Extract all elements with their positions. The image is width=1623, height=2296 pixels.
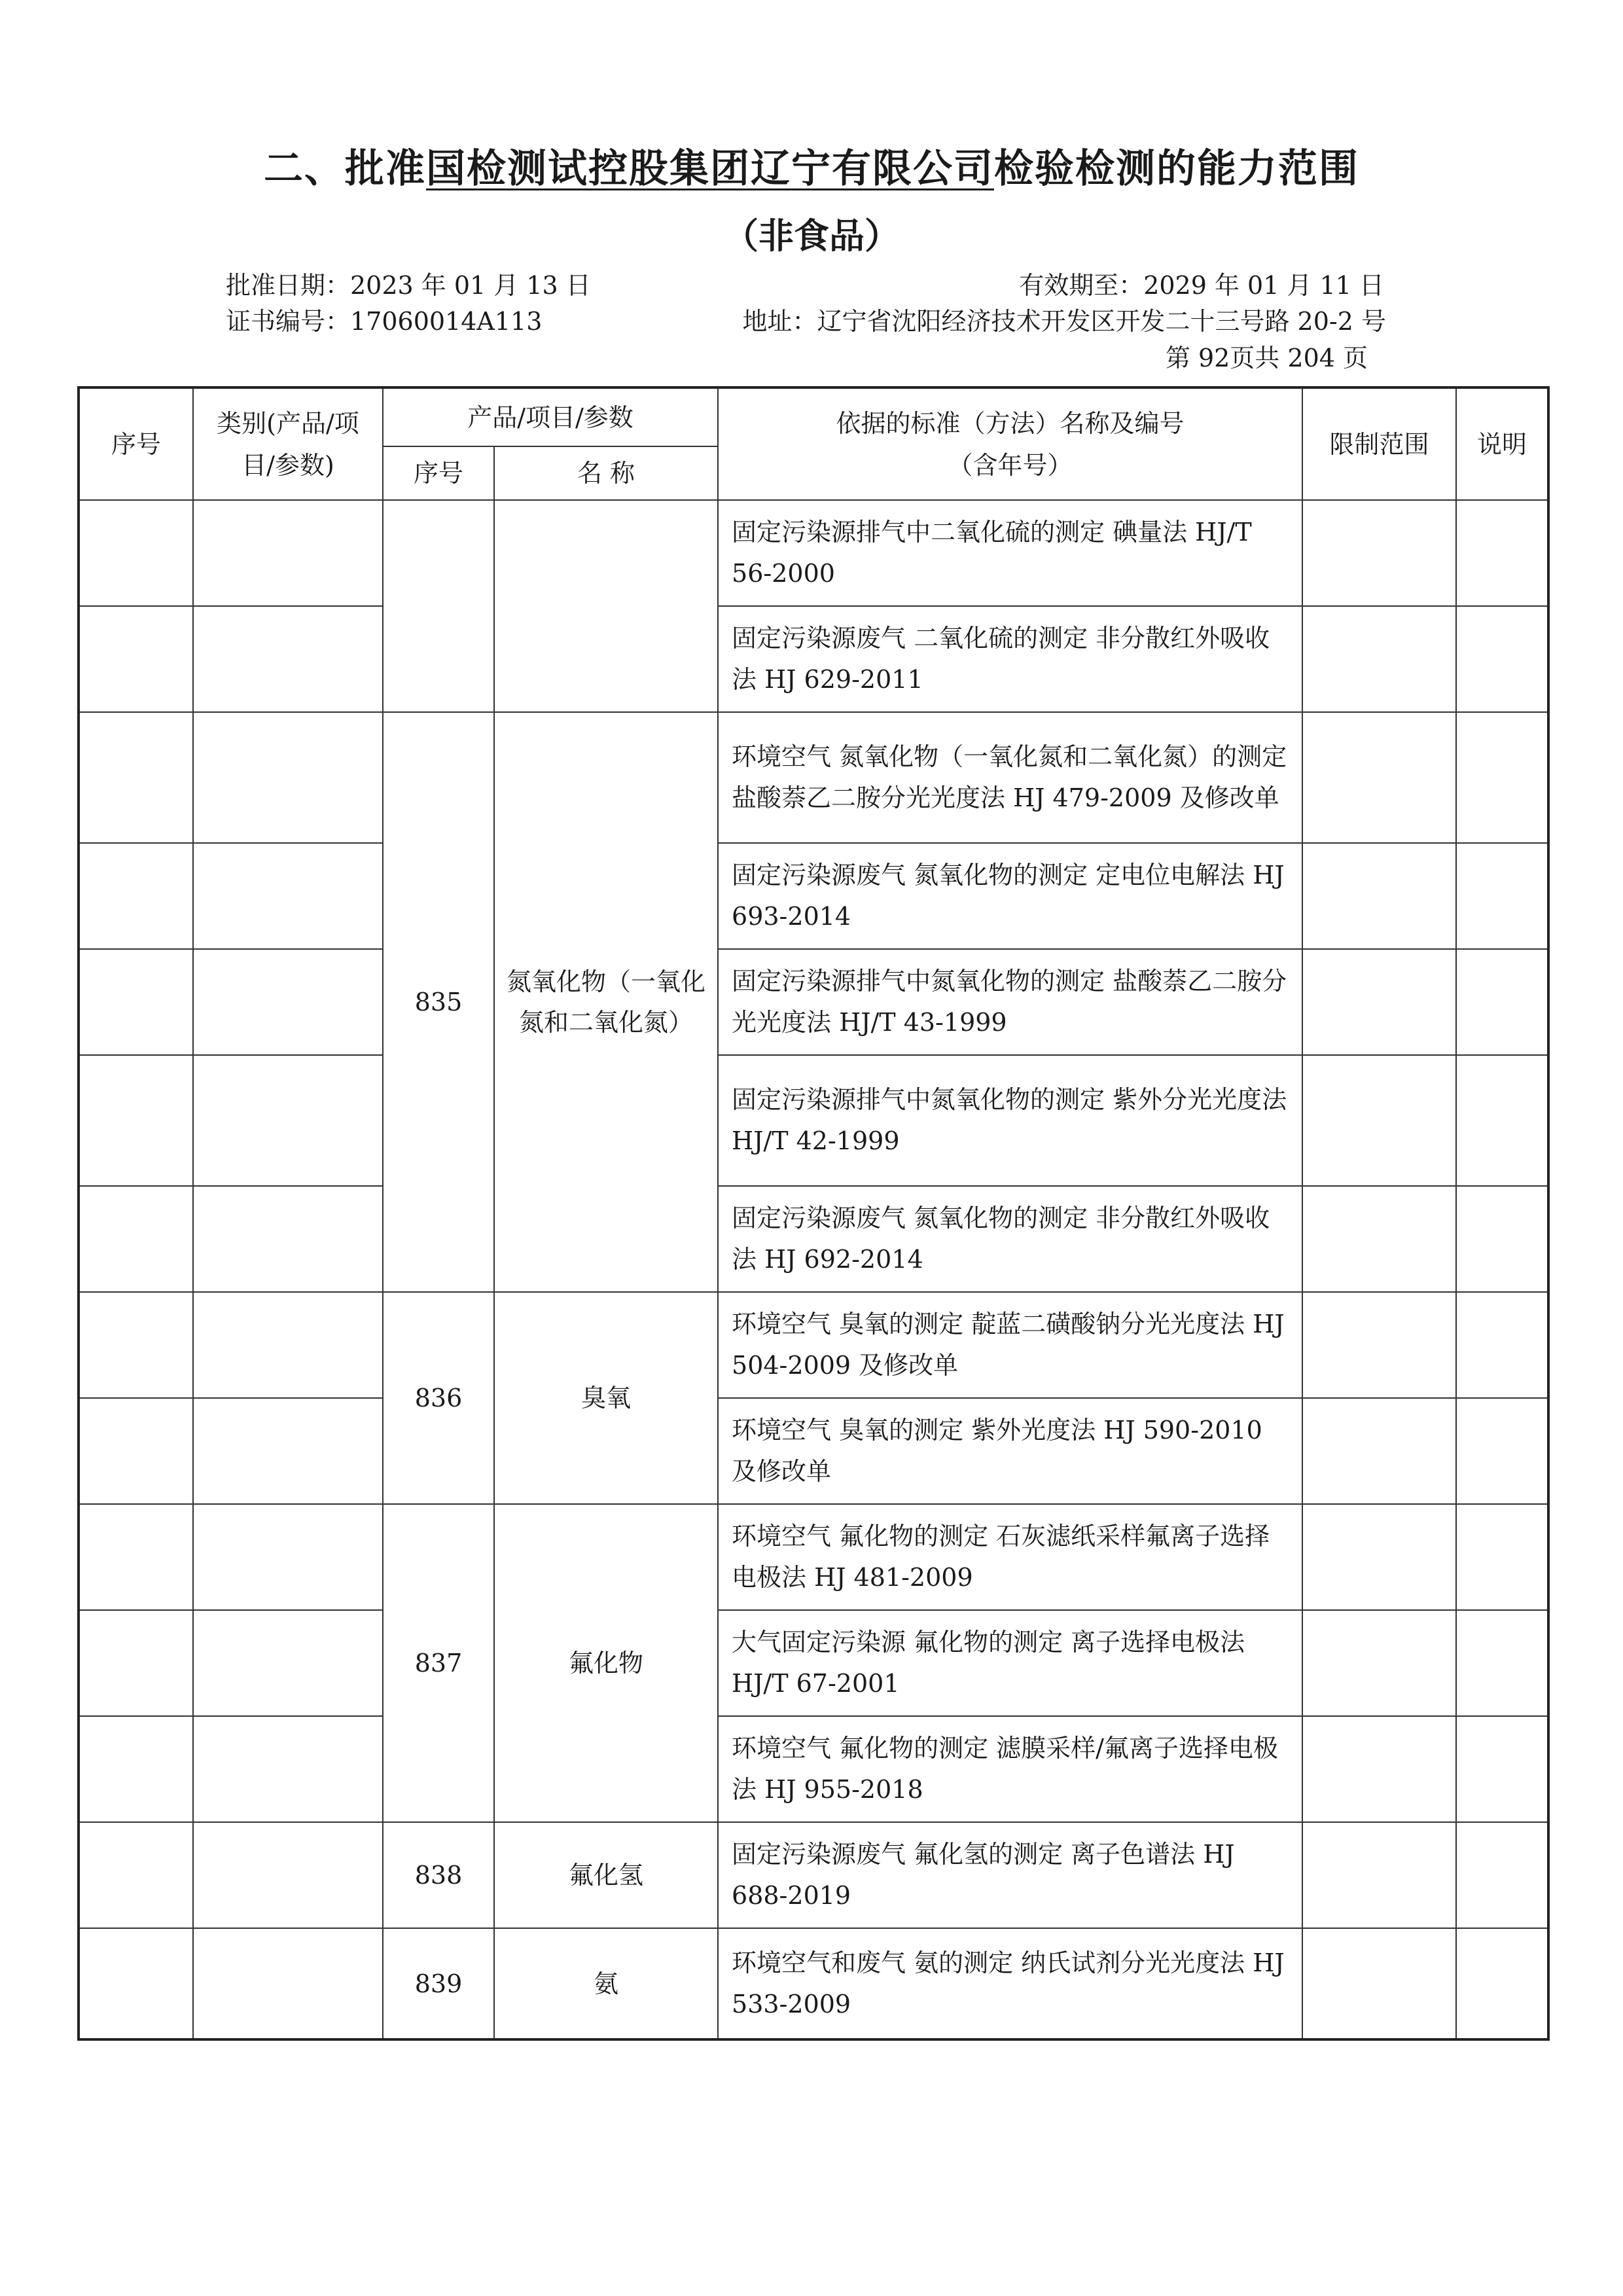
header-sub-seq: 序号: [383, 446, 494, 500]
seq-cell: [79, 1716, 193, 1822]
standard-cell: 环境空气 氮氧化物（一氧化氮和二氧化氮）的测定 盐酸萘乙二胺分光光度法 HJ 479-2009 及修改单: [718, 712, 1302, 843]
address: 地址：辽宁省沈阳经济技术开发区开发二十三号路 20-2 号: [742, 307, 1386, 336]
standard-cell: 固定污染源废气 氮氧化物的测定 定电位电解法 HJ 693-2014: [718, 843, 1302, 949]
item-number-cell: 839: [383, 1928, 494, 2039]
limit-cell: [1302, 843, 1456, 949]
seq-cell: [79, 949, 193, 1055]
note-cell: [1456, 500, 1548, 606]
item-name-cell: 氨: [494, 1928, 718, 2039]
category-cell: [193, 949, 383, 1055]
table-row: [79, 949, 1548, 1055]
limit-cell: [1302, 1504, 1456, 1610]
category-cell: [193, 1186, 383, 1292]
category-cell: [193, 1610, 383, 1716]
item-name-cell: 氟化物: [494, 1504, 718, 1822]
seq-cell: [79, 843, 193, 949]
header-row-1: [79, 387, 1548, 446]
seq-cell: [79, 1610, 193, 1716]
category-cell: [193, 1822, 383, 1928]
standard-cell: 固定污染源废气 氮氧化物的测定 非分散红外吸收法 HJ 692-2014: [718, 1186, 1302, 1292]
header-category: 类别(产品/项目/参数): [193, 387, 383, 500]
category-cell: [193, 843, 383, 949]
title-prefix: 二、批准: [264, 146, 426, 192]
header-sub-name: 名 称: [494, 446, 718, 500]
seq-cell: [79, 500, 193, 606]
document-subtitle: （非食品）: [723, 215, 900, 257]
note-cell: [1456, 606, 1548, 712]
note-cell: [1456, 712, 1548, 843]
category-cell: [193, 1292, 383, 1398]
seq-cell: [79, 606, 193, 712]
seq-cell: [79, 1055, 193, 1186]
standard-cell: 环境空气 氟化物的测定 滤膜采样/氟离子选择电极法 HJ 955-2018: [718, 1716, 1302, 1822]
standard-cell: 环境空气 臭氧的测定 靛蓝二磺酸钠分光光度法 HJ 504-2009 及修改单: [718, 1292, 1302, 1398]
table-row: [79, 712, 1548, 843]
seq-cell: [79, 712, 193, 843]
limit-cell: [1302, 1398, 1456, 1504]
header-product-group: 产品/项目/参数: [383, 387, 718, 446]
page-info: 第 92页共 204 页: [1165, 344, 1368, 372]
item-number-cell: [383, 500, 494, 712]
table-row: [79, 1186, 1548, 1292]
limit-cell: [1302, 1186, 1456, 1292]
seq-cell: [79, 1292, 193, 1398]
standard-cell: 环境空气 氟化物的测定 石灰滤纸采样氟离子选择电极法 HJ 481-2009: [718, 1504, 1302, 1610]
item-number-cell: 835: [383, 712, 494, 1292]
table-row: [79, 1398, 1548, 1504]
category-cell: [193, 500, 383, 606]
limit-cell: [1302, 1292, 1456, 1398]
note-cell: [1456, 843, 1548, 949]
table-row: [79, 1716, 1548, 1822]
standard-cell: 大气固定污染源 氟化物的测定 离子选择电极法 HJ/T 67-2001: [718, 1610, 1302, 1716]
table-row: [79, 1928, 1548, 2039]
standard-cell: 环境空气 臭氧的测定 紫外光度法 HJ 590-2010 及修改单: [718, 1398, 1302, 1504]
document-title: [0, 137, 1623, 194]
table-row: [79, 1504, 1548, 1610]
table-row: [79, 1822, 1548, 1928]
note-cell: [1456, 1398, 1548, 1504]
title-organization: 国检测试控股集团辽宁有限公司: [426, 146, 994, 192]
limit-cell: [1302, 1055, 1456, 1186]
title-suffix: 检验检测的能力范围: [994, 146, 1359, 192]
note-cell: [1456, 1504, 1548, 1610]
category-cell: [193, 1504, 383, 1610]
note-cell: [1456, 1928, 1548, 2039]
limit-cell: [1302, 500, 1456, 606]
standard-cell: 固定污染源排气中二氧化硫的测定 碘量法 HJ/T 56-2000: [718, 500, 1302, 606]
category-cell: [193, 1398, 383, 1504]
item-name-cell: 氟化氢: [494, 1822, 718, 1928]
item-name-cell: 臭氧: [494, 1292, 718, 1504]
limit-cell: [1302, 712, 1456, 843]
table-row: [79, 500, 1548, 606]
standard-cell: 固定污染源排气中氮氧化物的测定 紫外分光光度法 HJ/T 42-1999: [718, 1055, 1302, 1186]
note-cell: [1456, 949, 1548, 1055]
item-name-cell: [494, 500, 718, 712]
limit-cell: [1302, 1610, 1456, 1716]
approval-date: 批准日期：2023 年 01 月 13 日: [226, 271, 591, 300]
standard-cell: 固定污染源排气中氮氧化物的测定 盐酸萘乙二胺分光光度法 HJ/T 43-1999: [718, 949, 1302, 1055]
capability-table: [77, 386, 1550, 2041]
note-cell: [1456, 1186, 1548, 1292]
limit-cell: [1302, 1928, 1456, 2039]
note-cell: [1456, 1822, 1548, 1928]
limit-cell: [1302, 949, 1456, 1055]
header-limit: 限制范围: [1302, 387, 1456, 500]
item-number-cell: 836: [383, 1292, 494, 1504]
limit-cell: [1302, 1716, 1456, 1822]
table-row: [79, 1292, 1548, 1398]
item-number-cell: 837: [383, 1504, 494, 1822]
seq-cell: [79, 1504, 193, 1610]
note-cell: [1456, 1292, 1548, 1398]
valid-until: 有效期至：2029 年 01 月 11 日: [1019, 271, 1384, 300]
category-cell: [193, 1716, 383, 1822]
category-cell: [193, 1055, 383, 1186]
certificate-number: 证书编号：17060014A113: [226, 307, 543, 336]
limit-cell: [1302, 606, 1456, 712]
standard-cell: 固定污染源废气 氟化氢的测定 离子色谱法 HJ 688-2019: [718, 1822, 1302, 1928]
item-number-cell: 838: [383, 1822, 494, 1928]
seq-cell: [79, 1186, 193, 1292]
table-row: [79, 1055, 1548, 1186]
header-note: 说明: [1456, 387, 1548, 500]
seq-cell: [79, 1928, 193, 2039]
table-row: [79, 606, 1548, 712]
header-standard: 依据的标准（方法）名称及编号（含年号）: [718, 387, 1302, 500]
standard-cell: 环境空气和废气 氨的测定 纳氏试剂分光光度法 HJ 533-2009: [718, 1928, 1302, 2039]
seq-cell: [79, 1398, 193, 1504]
header-seq: 序号: [79, 387, 193, 500]
category-cell: [193, 1928, 383, 2039]
category-cell: [193, 606, 383, 712]
table-row: [79, 843, 1548, 949]
category-cell: [193, 712, 383, 843]
note-cell: [1456, 1055, 1548, 1186]
table-row: [79, 1610, 1548, 1716]
limit-cell: [1302, 1822, 1456, 1928]
seq-cell: [79, 1822, 193, 1928]
note-cell: [1456, 1610, 1548, 1716]
standard-cell: 固定污染源废气 二氧化硫的测定 非分散红外吸收法 HJ 629-2011: [718, 606, 1302, 712]
item-name-cell: 氮氧化物（一氧化氮和二氧化氮）: [494, 712, 718, 1292]
note-cell: [1456, 1716, 1548, 1822]
